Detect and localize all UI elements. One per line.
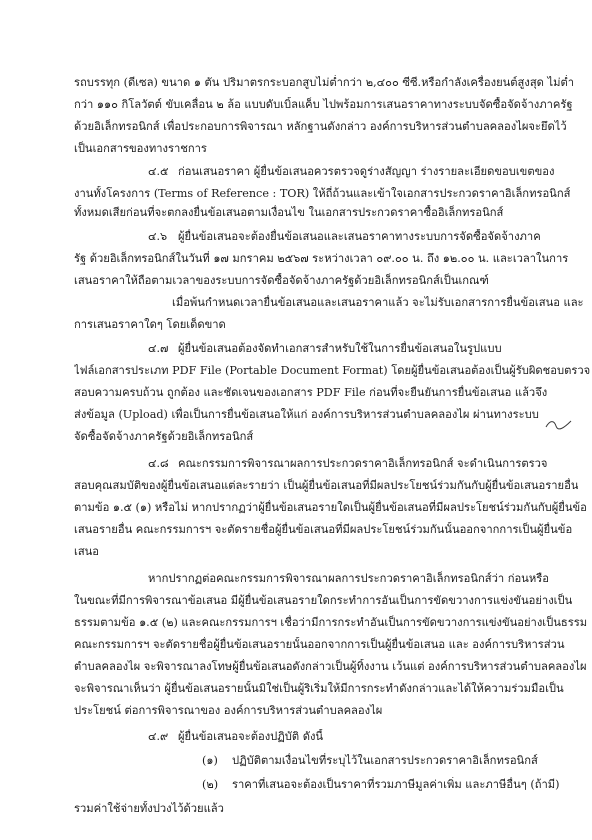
clause-4-8-text-4: เสนอรายอื่น คณะกรรมการฯ จะตัดรายชื่อผู้ยื่นข้อเสนอที่มีผลประโยชน์ร่วมกันนั้นออกจากการเป็นผู้ยื่นข้อ (74, 523, 573, 536)
paragraph-top-line-2: กว่า ๑๑๐ กิโลวัตต์ ขับเคลื่อน ๒ ล้อ แบบดับเบิ้ลแค็บ ไปพร้อมการเสนอราคาทางระบบจัดซื้อจัดจ้างภาครัฐ (74, 98, 573, 111)
clause-4-7-number: ๔.๗ (148, 342, 169, 355)
clause-4-8-after-1: หากปรากฏต่อคณะกรรมการพิจารณาผลการประกวดราคาอิเล็กทรอนิกส์ว่า ก่อนหรือ (148, 572, 549, 585)
paragraph-top-line-1: รถบรรทุก (ดีเซล) ขนาด ๑ ตัน ปริมาตรกระบอกสูบไม่ต่ำกว่า ๒,๔๐๐ ซีซี.หรือกำลังเครื่องยนต์สูงสุด ไม่ต่ำ (74, 76, 575, 89)
clause-4-6-text-1: ผู้ยื่นข้อเสนอจะต้องยื่นข้อเสนอและเสนอราคาทางระบบการจัดซื้อจัดจ้างภาค (178, 230, 541, 243)
clause-4-7-first-line (148, 341, 502, 357)
clause-4-8-after-7: ประโยชน์ ต่อการพิจารณาของ องค์การบริหารส่วนตำบลคลองไผ (74, 704, 383, 717)
clause-4-7-text-3: สอบความครบถ้วน ถูกต้อง และชัดเจนของเอกสาร PDF File ก่อนที่จะยืนยันการยื่นข้อเสนอ แล้วจึง (74, 386, 548, 399)
clause-4-9-item-1 (202, 753, 538, 769)
clause-4-5-text-2: งานทั้งโครงการ (Terms of Reference : TOR) ให้ถี่ถ้วนและเข้าใจเอกสารประกวดราคาอิเล็กทรอนิกส์ (74, 187, 571, 200)
clause-4-8-after-5: ตำบลคลองไผ จะพิจารณาลงโทษผู้ยื่นข้อเสนอดังกล่าวเป็นผู้ทิ้งงาน เว้นแต่ องค์การบริหารส่วนตำบลคลองไผ (74, 660, 587, 673)
clause-4-7-text-1: ผู้ยื่นข้อเสนอต้องจัดทำเอกสารสำหรับใช้ในการยื่นข้อเสนอในรูปแบบ (178, 342, 502, 355)
clause-4-9-item-1-text: ปฏิบัติตามเงื่อนไขที่ระบุไว้ในเอกสารประกวดราคาอิเล็กทรอนิกส์ (232, 754, 538, 767)
clause-4-9-heading-text: ผู้ยื่นข้อเสนอจะต้องปฏิบัติ ดังนี้ (178, 730, 324, 743)
clause-4-8-text-5: เสนอ (74, 545, 100, 558)
clause-4-9-heading (148, 729, 323, 745)
clause-4-5-first-line (148, 164, 554, 180)
clause-4-9-number: ๔.๙ (148, 730, 169, 743)
clause-4-6-text-3: เสนอราคาให้ถือตามเวลาของระบบการจัดซื้อจัดจ้างภาครัฐด้วยอิเล็กทรอนิกส์เป็นเกณฑ์ (74, 274, 489, 287)
clause-4-6-number: ๔.๖ (148, 230, 168, 243)
clause-4-6-text-2: รัฐ ด้วยอิเล็กทรอนิกส์ในวันที่ ๑๗ มกราคม ๒๕๖๗ ระหว่างเวลา ๐๙.๐๐ น. ถึง ๑๒.๐๐ น. และเวลาในการ (74, 252, 569, 265)
clause-4-6-after-1: เมื่อพ้นกำหนดเวลายื่นข้อเสนอและเสนอราคาแล้ว จะไม่รับเอกสารการยื่นข้อเสนอ และ (172, 296, 584, 309)
clause-4-8-after-2: ในขณะที่มีการพิจารณาข้อเสนอ มีผู้ยื่นข้อเสนอรายใดกระทำการอันเป็นการขัดขวางการแข่งขันอย่างเป็น (74, 594, 573, 607)
clause-4-5-number: ๔.๕ (148, 165, 169, 178)
clause-4-8-number: ๔.๘ (148, 457, 169, 470)
clause-4-6-after-2: การเสนอราคาใดๆ โดยเด็ดขาด (74, 318, 226, 331)
clause-4-5-text-1: ก่อนเสนอราคา ผู้ยื่นข้อเสนอควรตรวจดูร่างสัญญา ร่างรายละเอียดขอบเขตของ (178, 165, 555, 178)
clause-4-7-text-4: ส่งข้อมูล (Upload) เพื่อเป็นการยื่นข้อเสนอให้แก่ องค์การบริหารส่วนตำบลคลองไผ ผ่านทางระบบ (74, 408, 539, 421)
clause-4-9-tail: รวมค่าใช้จ่ายทั้งปวงไว้ด้วยแล้ว (74, 802, 224, 815)
clause-4-8-after-3: ธรรมตามข้อ ๑.๕ (๒) และคณะกรรมการฯ เชื่อว่ามีการกระทำอันเป็นการขัดขวางการแข่งขันอย่างเป็นธรรม (74, 616, 588, 629)
clause-4-9-item-1-number: (๑) (202, 754, 218, 767)
clause-4-8-after-6: จะพิจารณาเห็นว่า ผู้ยื่นข้อเสนอรายนั้นมิใช่เป็นผู้ริเริ่มให้มีการกระทำดังกล่าวและได้ให้ความร่วมมือเป็น (74, 682, 564, 695)
paragraph-top-line-3: ด้วยอิเล็กทรอนิกส์ เพื่อประกอบการพิจารณา หลักฐานดังกล่าว องค์การบริหารส่วนตำบลคลองไผจะยึดไว้ (74, 120, 567, 133)
clause-4-6-first-line (148, 229, 541, 245)
clause-4-5-text-3: ทั้งหมดเสียก่อนที่จะตกลงยื่นข้อเสนอตามเงื่อนไข ในเอกสารประกวดราคาซื้ออิเล็กทรอนิกส์ (74, 206, 504, 219)
clause-4-9-item-2-text: ราคาที่เสนอจะต้องเป็นราคาที่รวมภาษีมูลค่าเพิ่ม และภาษีอื่นๆ (ถ้ามี) (232, 778, 560, 791)
clause-4-8-text-1: คณะกรรมการพิจารณาผลการประกวดราคาอิเล็กทรอนิกส์ จะดำเนินการตรวจ (178, 457, 548, 470)
handwritten-initials-mark (544, 418, 574, 430)
clause-4-9-item-2-number: (๒) (202, 778, 219, 791)
clause-4-9-item-2 (202, 777, 560, 793)
clause-4-7-text-5: จัดซื้อจัดจ้างภาครัฐด้วยอิเล็กทรอนิกส์ (74, 430, 254, 443)
clause-4-8-first-line (148, 456, 547, 472)
clause-4-7-text-2: ไฟล์เอกสารประเภท PDF File (Portable Document Format) โดยผู้ยื่นข้อเสนอต้องเป็นผู้รับผิดชอบตรวจ (74, 364, 591, 377)
clause-4-8-text-2: สอบคุณสมบัติของผู้ยื่นข้อเสนอแต่ละรายว่า เป็นผู้ยื่นข้อเสนอที่มีผลประโยชน์ร่วมกันกับผู้ยื่นข้อเสนอรายอื่น (74, 479, 579, 492)
clause-4-8-text-3: ตามข้อ ๑.๕ (๑) หรือไม่ หากปรากฏว่าผู้ยื่นข้อเสนอรายใดเป็นผู้ยื่นข้อเสนอที่มีผลประโยชน์ร่วมกันกับผู้ยื่นข้อ (74, 501, 587, 514)
paragraph-top-line-4: เป็นเอกสารของทางราชการ (74, 142, 207, 155)
clause-4-8-after-4: คณะกรรมการฯ จะตัดรายชื่อผู้ยื่นข้อเสนอรายนั้นออกจากการเป็นผู้ยื่นข้อเสนอ และ องค์การบริหารส่วน (74, 638, 565, 651)
